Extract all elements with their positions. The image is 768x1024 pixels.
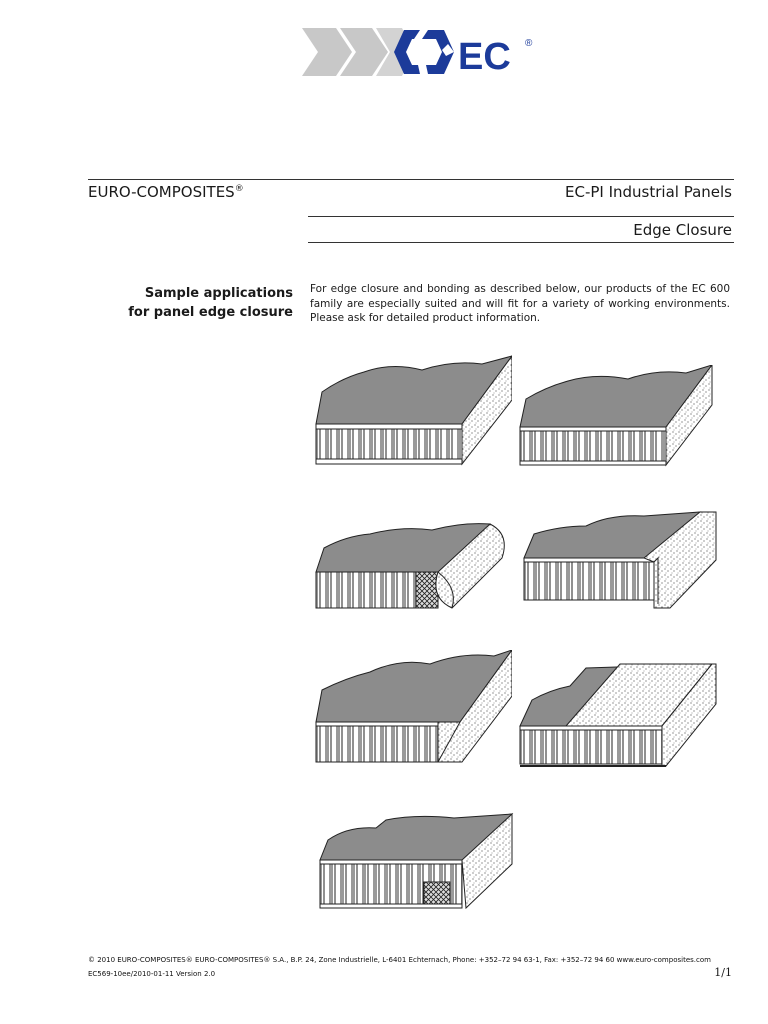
footer-legal: © 2010 EURO-COMPOSITES® EURO-COMPOSITES® S.A., B.P. 24, Zone Industrielle, L-6401 Echternach, Phone: +352–72 94 63-1, Fax: +352–72 94 60 www.euro-composites.com (88, 956, 711, 964)
panel-edge-wrapped-icon (516, 660, 720, 770)
company-name: EURO-COMPOSITES® (88, 183, 244, 201)
product-title: EC-PI Industrial Panels (565, 183, 732, 201)
panel-edge-filled-icon (312, 352, 512, 467)
panel-edge-capped-icon (520, 508, 720, 614)
svg-text:®: ® (525, 38, 533, 49)
section-heading: Sample applications for panel edge closure (128, 286, 293, 320)
panel-edge-rounded-icon (312, 516, 512, 614)
hexagon-icon (394, 30, 454, 74)
panel-edge-insert-icon (316, 812, 516, 912)
panel-edge-angled-icon (312, 650, 512, 766)
header-bottom-rule (308, 242, 734, 243)
panel-edge-filled-flush-icon (516, 365, 716, 467)
ec-logo (300, 24, 545, 80)
section-title: Edge Closure (633, 221, 732, 239)
header-top-rule (88, 179, 734, 180)
header-mid-rule (308, 216, 734, 217)
svg-text:EC: EC (458, 36, 511, 78)
footer-doc-version: EC569-10ee/2010-01-11 Version 2.0 (88, 970, 216, 978)
intro-paragraph: For edge closure and bonding as described below, our products of the EC 600 family are especially suited and will fit for a variety of working environments. Please ask for detailed product information. (310, 283, 730, 324)
page-number: 1/1 (714, 966, 732, 979)
